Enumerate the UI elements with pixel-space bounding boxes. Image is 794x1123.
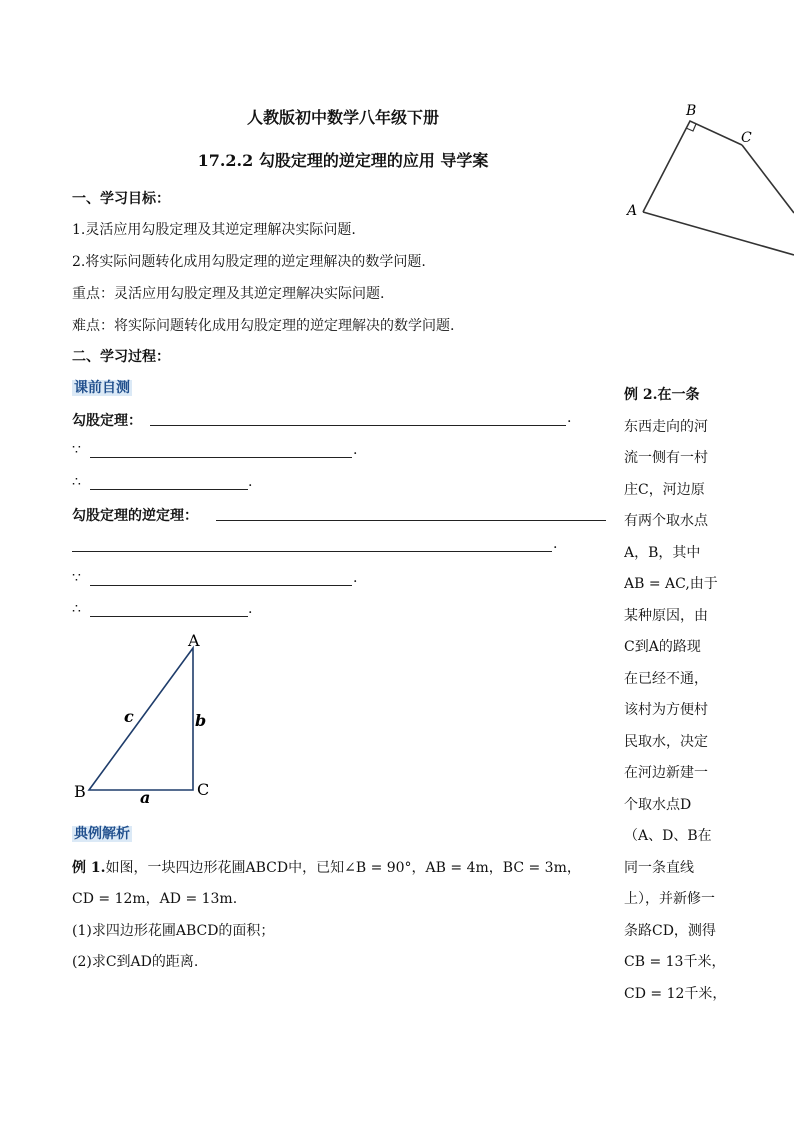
because-symbol-1: ∵ bbox=[72, 442, 81, 458]
example2-line: 上），并新修一 bbox=[624, 891, 715, 907]
therefore-period-2: . bbox=[248, 601, 253, 617]
process-heading: 二、学习过程： bbox=[72, 349, 170, 365]
example2-line: CB = 13千米， bbox=[624, 954, 726, 970]
objectives-heading: 一、学习目标： bbox=[72, 191, 170, 207]
triangle-vertex-b: B bbox=[74, 782, 86, 801]
example2-line: 条路CD，测得 bbox=[624, 922, 716, 939]
because-blank-1[interactable] bbox=[90, 457, 352, 458]
converse-label: 勾股定理的逆定理： bbox=[72, 508, 198, 524]
example2-line: 某种原因，由 bbox=[624, 607, 708, 624]
example2-line: C到A的路现 bbox=[624, 639, 701, 655]
right-triangle-figure bbox=[60, 625, 230, 810]
therefore-blank-2[interactable] bbox=[90, 616, 248, 617]
example1-question2: (2)求C到AD的距离. bbox=[72, 954, 199, 970]
pretest-section-tag bbox=[72, 377, 132, 397]
example2-line: （A、D、B在 bbox=[624, 828, 712, 844]
triangle-shape bbox=[89, 648, 193, 790]
example2-line: CD = 12千米， bbox=[624, 985, 727, 1002]
quadrilateral-figure bbox=[620, 95, 794, 270]
pythagoras-label: 勾股定理： bbox=[72, 413, 142, 429]
example2-line: 民取水，决定 bbox=[624, 733, 708, 750]
objective-item-1: 1.灵活应用勾股定理及其逆定理解决实际问题. bbox=[72, 222, 356, 238]
example2-line: 东西走向的河 bbox=[624, 418, 708, 435]
quad-vertex-a: A bbox=[627, 203, 638, 219]
pythagoras-blank[interactable] bbox=[150, 425, 566, 426]
converse-blank-2[interactable] bbox=[72, 551, 552, 552]
key-point: 重点：灵活应用勾股定理及其逆定理解决实际问题. bbox=[72, 286, 385, 302]
because-blank-2[interactable] bbox=[90, 585, 352, 586]
examples-section-tag bbox=[72, 823, 132, 843]
example2-line: 该村为方便村 bbox=[624, 702, 708, 718]
triangle-vertex-c: C bbox=[197, 780, 210, 799]
quad-vertex-b: B bbox=[686, 103, 697, 119]
therefore-period-1: . bbox=[248, 474, 253, 490]
because-period-1: . bbox=[353, 442, 358, 458]
example1-question1: (1)求四边形花圃ABCD的面积； bbox=[72, 923, 275, 939]
quad-side-cd bbox=[742, 145, 794, 213]
quad-side-ad bbox=[643, 212, 794, 255]
example2-line: A，B，其中 bbox=[624, 544, 701, 561]
because-symbol-2: ∵ bbox=[72, 570, 81, 586]
example1-text1: 如图，一块四边形花圃ABCD中，已知∠B = 90°，AB = 4m，BC = 3m， bbox=[105, 860, 581, 876]
example2-line: 庄C，河边原 bbox=[624, 481, 705, 498]
example1-line2: CD = 12m，AD = 13m. bbox=[72, 891, 238, 907]
quad-sides-ab-bc bbox=[643, 121, 742, 212]
example1-line1 bbox=[72, 857, 581, 877]
example2-line: 有两个取水点 bbox=[624, 513, 708, 529]
document-title: 人教版初中数学八年级下册 bbox=[246, 108, 439, 127]
example1-lead: 例 1. bbox=[72, 860, 106, 876]
pretest-tag-label: 课前自测 bbox=[74, 380, 130, 396]
example2-line: 在河边新建一 bbox=[624, 765, 708, 781]
pythagoras-period: . bbox=[567, 410, 572, 426]
triangle-side-b: b bbox=[195, 711, 207, 730]
examples-tag-label: 典例解析 bbox=[74, 826, 130, 842]
quad-vertex-c: C bbox=[741, 130, 752, 146]
lesson-title: 17.2.2 勾股定理的逆定理的应用 导学案 bbox=[197, 151, 489, 170]
example2-column bbox=[624, 380, 728, 1010]
converse-period: . bbox=[553, 536, 558, 552]
therefore-symbol-1: ∴ bbox=[72, 474, 81, 490]
triangle-side-c: c bbox=[124, 707, 134, 726]
objective-item-2: 2.将实际问题转化成用勾股定理的逆定理解决的数学问题. bbox=[72, 254, 426, 270]
difficulty-point: 难点：将实际问题转化成用勾股定理的逆定理解决的数学问题. bbox=[72, 318, 455, 334]
because-period-2: . bbox=[353, 570, 358, 586]
example2-line: 同一条直线 bbox=[624, 859, 694, 876]
example2-line: 流一侧有一村 bbox=[624, 450, 708, 466]
therefore-blank-1[interactable] bbox=[90, 489, 248, 490]
example2-line: AB = AC,由于 bbox=[624, 576, 718, 592]
triangle-side-a: a bbox=[140, 788, 151, 807]
therefore-symbol-2: ∴ bbox=[72, 601, 81, 617]
triangle-vertex-a: A bbox=[188, 631, 200, 650]
example2-line: 在已经不通， bbox=[624, 670, 708, 687]
converse-blank-1[interactable] bbox=[216, 520, 606, 521]
example2-line: 例 2.在一条 bbox=[624, 387, 700, 403]
example2-line: 个取水点D bbox=[624, 796, 692, 813]
